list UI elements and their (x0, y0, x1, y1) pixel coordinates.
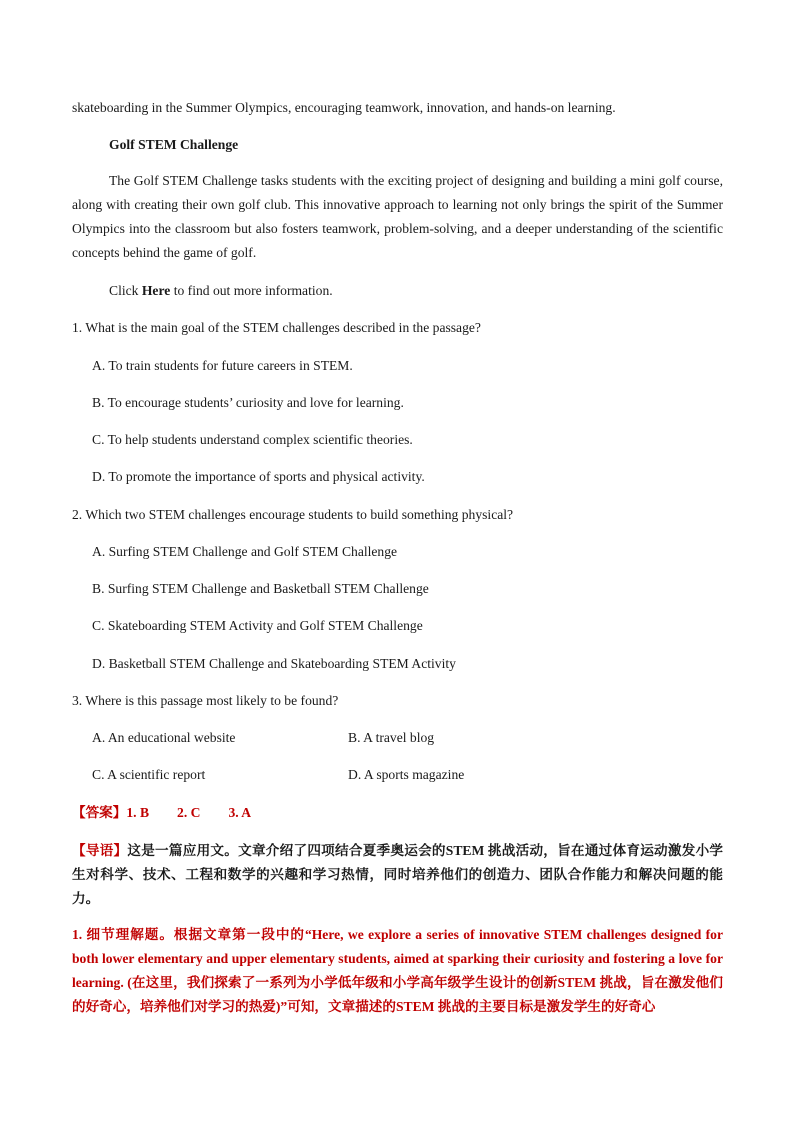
question-3-option-a: A. An educational website (92, 730, 236, 745)
intro-text-tail: skateboarding in the Summer Olympics, encouraging teamwork, innovation, and hands-on learning. (72, 100, 616, 115)
question-2-option-a: A. Surfing STEM Challenge and Golf STEM Challenge (92, 544, 398, 559)
question-2-option-b: B. Surfing STEM Challenge and Basketball STEM Challenge (92, 581, 429, 596)
answer-2: 2. C (177, 805, 201, 820)
explanation-1: 1. 细节理解题。根据文章第一段中的“Here, we explore a series of innovative STEM challenges designed for both lower elementary and upper elementary students, aimed at sparking their curiosity and fostering a love for learning. (在这里，我们探索了一系列为小学低年级和小学高年级学生设计的创新STEM 挑战，旨在激发他们的好奇心，培养他们对学习的热爱)”可知，文章描述的STEM 挑战的主要目标是激发学生的好奇心 (72, 927, 723, 1014)
question-2-option-d: D. Basketball STEM Challenge and Skateboarding STEM Activity (92, 656, 456, 671)
guide-text: 这是一篇应用文。文章介绍了四项结合夏季奥运会的STEM 挑战活动，旨在通过体育运动激发小学生对科学、技术、工程和数学的兴趣和学习热情，同时培养他们的创造力、团队合作能力和解决问题的能力。 (72, 843, 724, 906)
question-1-option-a: A. To train students for future careers in STEM. (92, 358, 353, 373)
golf-heading: Golf STEM Challenge (109, 137, 239, 152)
question-1-option-b: B. To encourage students’ curiosity and love for learning. (92, 395, 404, 410)
question-3-option-b: B. A travel blog (348, 730, 435, 745)
answer-3: 3. A (228, 805, 252, 820)
answer-1: 1. B (126, 805, 150, 820)
question-3-option-c: C. A scientific report (92, 767, 206, 782)
question-2-option-c: C. Skateboarding STEM Activity and Golf STEM Challenge (92, 618, 423, 633)
golf-paragraph: The Golf STEM Challenge tasks students with the exciting project of designing and building a mini golf course, along with creating their own golf club. This innovative approach to learning not only brings the spirit of the Summer Olympics into the classroom but also fosters teamwork, problem-solving, and a deeper understanding of the scientific concepts behind the game of golf. (72, 173, 723, 260)
question-3-stem: 3. Where is this passage most likely to be found? (72, 693, 339, 708)
question-2-stem: 2. Which two STEM challenges encourage students to build something physical? (72, 507, 514, 522)
guide-paragraph (72, 839, 723, 911)
question-1-option-c: C. To help students understand complex scientific theories. (92, 432, 413, 447)
click-prefix: Click (109, 283, 142, 298)
click-here-line (109, 282, 333, 300)
guide-label: 【导语】 (72, 843, 128, 858)
question-3-option-d: D. A sports magazine (348, 767, 465, 782)
answer-label: 【答案】 (72, 805, 127, 820)
click-suffix: to find out more information. (170, 283, 333, 298)
answer-line (72, 804, 251, 822)
here-link[interactable]: Here (141, 283, 171, 298)
question-1-option-d: D. To promote the importance of sports and physical activity. (92, 469, 425, 484)
question-1-stem: 1. What is the main goal of the STEM challenges described in the passage? (72, 320, 481, 335)
